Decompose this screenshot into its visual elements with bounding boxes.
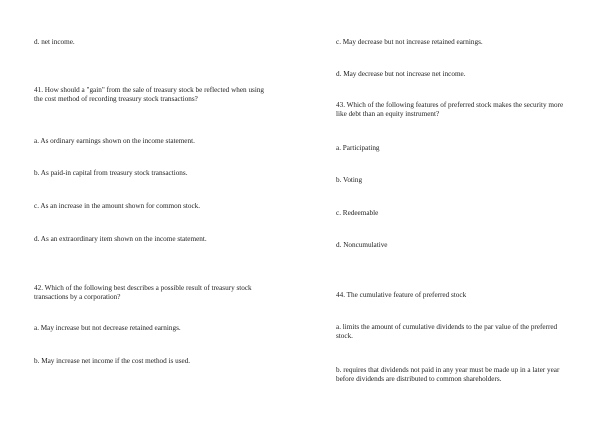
q42-option-a: a. May increase but not decrease retained earnings. bbox=[34, 324, 181, 332]
q40-option-d: d. net income. bbox=[34, 38, 75, 46]
q42-option-d: d. May decrease but not increase net income. bbox=[336, 70, 466, 78]
q44-option-b: b. requires that dividends not paid in any year must be made up in a later year before dividends are distributed to common shareholders. bbox=[336, 366, 560, 383]
q43-option-a: a. Participating bbox=[336, 144, 380, 152]
q41-option-d: d. As an extraordinary item shown on the income statement. bbox=[34, 235, 207, 243]
q43-option-d: d. Noncumulative bbox=[336, 241, 388, 249]
q43-option-c: c. Redeemable bbox=[336, 209, 379, 217]
q42-option-c: c. May decrease but not increase retained earnings. bbox=[336, 38, 483, 46]
q41-option-b: b. As paid-in capital from treasury stock transactions. bbox=[34, 169, 188, 177]
q43-stem: 43. Which of the following features of preferred stock makes the security more like debt than an equity instrument? bbox=[336, 101, 564, 118]
q42-option-b: b. May increase net income if the cost method is used. bbox=[34, 357, 191, 365]
q41-option-c: c. As an increase in the amount shown for common stock. bbox=[34, 202, 201, 210]
q41-option-a: a. As ordinary earnings shown on the income statement. bbox=[34, 137, 195, 145]
q44-option-a: a. limits the amount of cumulative dividends to the par value of the preferred stock. bbox=[336, 323, 558, 340]
q42-stem: 42. Which of the following best describes a possible result of treasury stock transactions by a corporation? bbox=[34, 284, 252, 301]
q44-stem: 44. The cumulative feature of preferred stock bbox=[336, 291, 467, 299]
q41-stem: 41. How should a "gain" from the sale of treasury stock be reflected when using the cost method of recording treasury stock transactions? bbox=[34, 86, 265, 103]
q43-option-b: b. Voting bbox=[336, 176, 363, 184]
